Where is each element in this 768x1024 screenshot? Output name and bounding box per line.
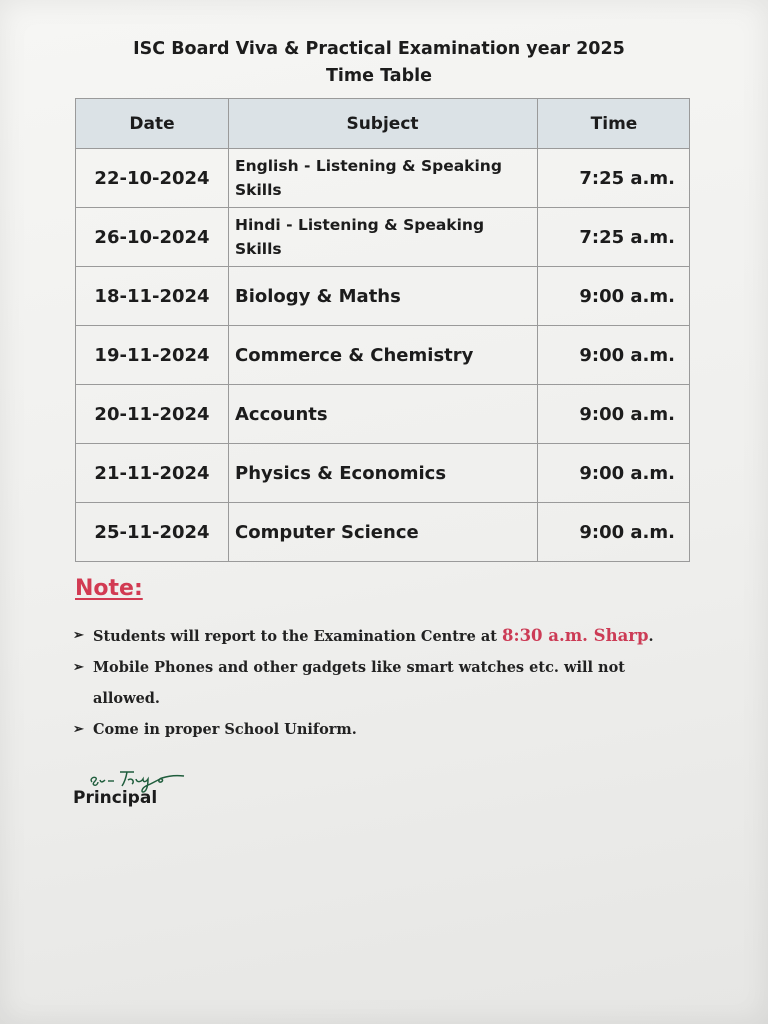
note-text (93, 652, 625, 714)
table-row (76, 267, 690, 326)
row-subject: Computer Science (229, 503, 538, 562)
row-date: 20-11-2024 (76, 385, 229, 444)
row-subject: Accounts (229, 385, 538, 444)
arrow-bullet-icon: ➢ (73, 722, 84, 737)
row-subject-line: Hindi - Listening & Speaking (235, 216, 485, 234)
document-title (0, 36, 758, 90)
row-subject (229, 149, 538, 208)
table-row (76, 444, 690, 503)
note-text (93, 620, 654, 652)
row-subject (229, 208, 538, 267)
note-item (73, 620, 673, 652)
row-date: 25-11-2024 (76, 503, 229, 562)
row-time: 7:25 a.m. (538, 208, 690, 267)
table-row (76, 208, 690, 267)
arrow-bullet-icon: ➢ (73, 628, 84, 643)
row-date: 21-11-2024 (76, 444, 229, 503)
note-text-line: Mobile Phones and other gadgets like smart watches etc. will not (93, 659, 625, 676)
note-text-part: Students will report to the Examination Centre at (93, 628, 497, 645)
header-date: Date (76, 99, 229, 149)
table-row (76, 503, 690, 562)
signatory-title: Principal (73, 788, 158, 808)
row-time: 9:00 a.m. (538, 267, 690, 326)
note-item (73, 652, 673, 714)
note-text: Come in proper School Uniform. (93, 721, 357, 738)
note-text-line: allowed. (93, 690, 160, 707)
title-line-1: ISC Board Viva & Practical Examination year 2025 (133, 39, 625, 59)
row-date: 22-10-2024 (76, 149, 229, 208)
row-date: 26-10-2024 (76, 208, 229, 267)
row-time: 9:00 a.m. (538, 503, 690, 562)
arrow-bullet-icon: ➢ (73, 660, 84, 675)
note-item (73, 714, 673, 745)
table-header-row (76, 99, 690, 149)
note-list (73, 620, 673, 745)
row-subject: Physics & Economics (229, 444, 538, 503)
header-time: Time (538, 99, 690, 149)
row-subject: Biology & Maths (229, 267, 538, 326)
note-text-part: . (648, 628, 654, 645)
note-heading: Note: (75, 576, 143, 601)
row-time: 9:00 a.m. (538, 326, 690, 385)
row-time: 7:25 a.m. (538, 149, 690, 208)
row-subject-line: English - Listening & Speaking (235, 157, 502, 175)
row-time: 9:00 a.m. (538, 444, 690, 503)
table-row (76, 149, 690, 208)
row-date: 19-11-2024 (76, 326, 229, 385)
header-subject: Subject (229, 99, 538, 149)
timetable (75, 98, 690, 562)
row-date: 18-11-2024 (76, 267, 229, 326)
title-line-2: Time Table (325, 66, 433, 86)
table-row (76, 385, 690, 444)
report-time-highlight: 8:30 a.m. Sharp (502, 626, 649, 645)
row-subject-line: Skills (235, 240, 282, 258)
row-subject-line: Skills (235, 181, 282, 199)
row-time: 9:00 a.m. (538, 385, 690, 444)
table-row (76, 326, 690, 385)
row-subject: Commerce & Chemistry (229, 326, 538, 385)
